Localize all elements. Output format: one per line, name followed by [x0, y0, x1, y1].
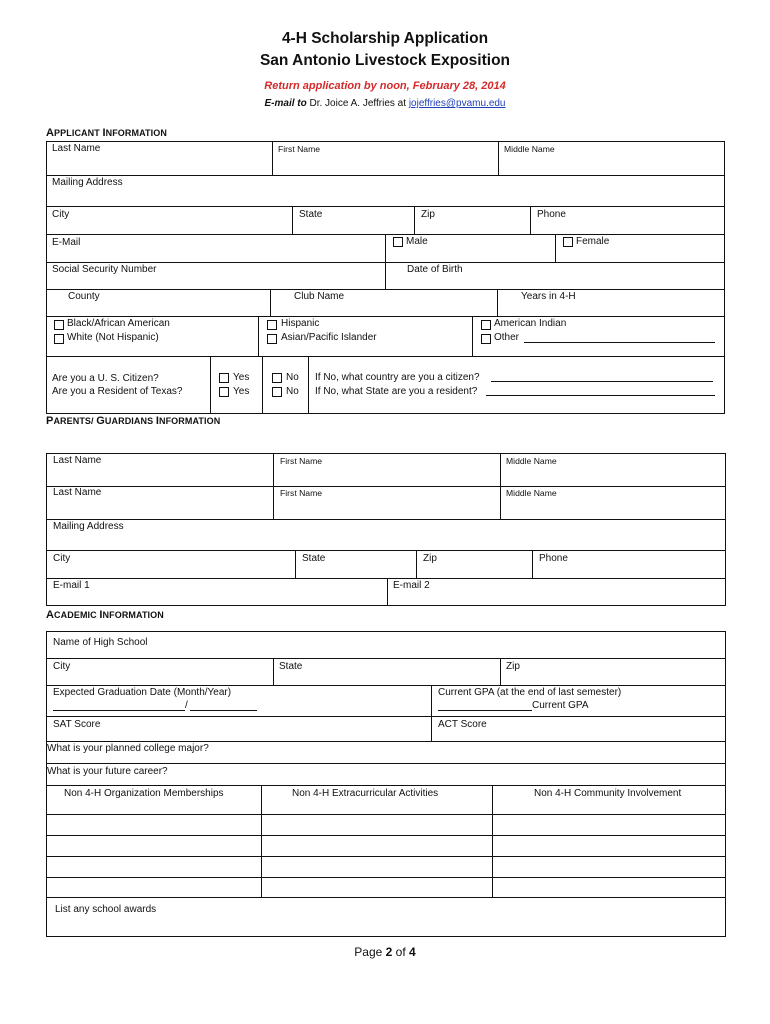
female-label: Female [576, 236, 610, 247]
divider [46, 175, 725, 176]
american-indian-label: American Indian [494, 318, 567, 329]
parent2-middle-name-label: Middle Name [506, 488, 557, 498]
divider [414, 206, 415, 234]
divider [46, 578, 726, 579]
grad-year-line[interactable] [190, 702, 257, 711]
applicant-mailing-label: Mailing Address [52, 177, 123, 188]
resident-question: Are you a Resident of Texas? [52, 386, 183, 397]
ssn-label: Social Security Number [52, 264, 157, 275]
gpa-label: Current GPA (at the end of last semester) [438, 687, 622, 698]
applicant-last-name-label: Last Name [52, 143, 101, 154]
parent1-middle-name-label: Middle Name [506, 456, 557, 466]
school-awards-label: List any school awards [55, 904, 157, 915]
parent2-first-name-label: First Name [280, 488, 323, 498]
male-label: Male [406, 236, 428, 247]
applicant-zip-label: Zip [421, 209, 435, 220]
high-school-label: Name of High School [53, 637, 148, 648]
applicant-phone-label: Phone [537, 209, 566, 220]
parent1-first-name-label: First Name [280, 456, 323, 466]
divider [272, 141, 273, 175]
divider [46, 550, 726, 551]
citizen-yes-checkbox[interactable] [219, 373, 229, 383]
divider [46, 814, 726, 815]
divider [292, 206, 293, 234]
form-subtitle: San Antonio Livestock Exposition [259, 52, 511, 69]
asian-checkbox[interactable] [267, 334, 277, 344]
divider [258, 316, 259, 356]
dob-label: Date of Birth [407, 264, 463, 275]
divider [210, 356, 211, 414]
divider [46, 763, 726, 764]
divider [555, 234, 556, 262]
email-link[interactable]: jojeffries@pvamu.edu [408, 98, 506, 109]
citizen-yes-label: Yes [233, 372, 250, 383]
divider [532, 550, 533, 578]
form-title: 4-H Scholarship Application [281, 30, 489, 47]
citizen-question: Are you a U. S. Citizen? [52, 373, 159, 384]
white-checkbox[interactable] [54, 334, 64, 344]
citizen-country-line[interactable] [491, 373, 713, 382]
divider [498, 141, 499, 175]
applicant-middle-name-label: Middle Name [504, 144, 555, 154]
act-label: ACT Score [438, 719, 487, 730]
years-4h-label: Years in 4-H [521, 291, 576, 302]
citizen-no-checkbox[interactable] [272, 373, 282, 383]
email-text: Dr. Joice A. Jeffries at [306, 98, 409, 109]
divider [46, 289, 725, 290]
extracurricular-header: Non 4-H Extracurricular Activities [292, 788, 439, 799]
divider [385, 234, 386, 262]
resident-no-checkbox[interactable] [272, 387, 282, 397]
female-checkbox[interactable] [563, 237, 573, 247]
gpa-line[interactable] [438, 702, 532, 711]
other-checkbox[interactable] [481, 334, 491, 344]
divider [431, 685, 432, 741]
academic-city-label: City [53, 661, 71, 672]
citizen-followup-label: If No, what country are you a citizen? [315, 372, 480, 383]
academic-zip-label: Zip [506, 661, 520, 672]
divider [387, 578, 388, 606]
male-checkbox[interactable] [393, 237, 403, 247]
divider [46, 206, 725, 207]
section-heading-parents: PARENTS/ GUARDIANS INFORMATION [46, 415, 221, 427]
divider [385, 262, 386, 289]
divider [46, 785, 726, 786]
applicant-email-label: E-Mail [52, 237, 81, 248]
parents-state-label: State [302, 553, 326, 564]
hispanic-label: Hispanic [281, 318, 320, 329]
divider [472, 316, 473, 356]
divider [262, 356, 263, 414]
applicant-first-name-label: First Name [278, 144, 321, 154]
career-question: What is your future career? [47, 766, 168, 777]
parent2-last-name-label: Last Name [53, 487, 102, 498]
divider [261, 785, 262, 897]
grad-slash: / [185, 700, 188, 711]
citizen-no-label: No [286, 372, 299, 383]
divider [500, 658, 501, 685]
parents-email2-label: E-mail 2 [393, 580, 430, 591]
divider [295, 550, 296, 578]
other-label: Other [494, 332, 520, 343]
divider [497, 289, 498, 316]
divider [46, 685, 726, 686]
parent1-last-name-label: Last Name [53, 455, 102, 466]
parents-phone-label: Phone [539, 553, 568, 564]
grad-month-line[interactable] [53, 702, 185, 711]
divider [308, 356, 309, 414]
black-label: Black/African American [67, 318, 170, 329]
resident-state-line[interactable] [486, 387, 715, 396]
club-name-label: Club Name [294, 291, 345, 302]
divider [46, 741, 726, 742]
parents-mailing-label: Mailing Address [53, 521, 124, 532]
email-instruction [0, 98, 770, 109]
parents-email1-label: E-mail 1 [53, 580, 90, 591]
other-blank-line[interactable] [524, 334, 715, 343]
resident-yes-checkbox[interactable] [219, 387, 229, 397]
american-indian-checkbox[interactable] [481, 320, 491, 330]
hispanic-checkbox[interactable] [267, 320, 277, 330]
gpa-suffix: Current GPA [532, 700, 589, 711]
county-label: County [68, 291, 100, 302]
divider [492, 785, 493, 897]
email-prefix: E-mail to [264, 98, 307, 109]
community-header: Non 4-H Community Involvement [534, 788, 682, 799]
divider [46, 486, 726, 487]
section-heading-academic: ACADEMIC INFORMATION [46, 609, 164, 621]
deadline-notice: Return application by noon, February 28, 2014 [264, 80, 506, 92]
applicant-state-label: State [299, 209, 323, 220]
grad-date-label: Expected Graduation Date (Month/Year) [53, 687, 232, 698]
academic-state-label: State [279, 661, 303, 672]
divider [46, 356, 725, 357]
white-label: White (Not Hispanic) [67, 332, 159, 343]
page-number: Page 2 of 4 [354, 945, 416, 959]
divider [46, 835, 726, 836]
divider [416, 550, 417, 578]
resident-no-label: No [286, 386, 299, 397]
divider [46, 856, 726, 857]
parents-zip-label: Zip [423, 553, 437, 564]
divider [46, 658, 726, 659]
parents-box [46, 453, 726, 606]
divider [46, 877, 726, 878]
asian-label: Asian/Pacific Islander [281, 332, 377, 343]
parents-city-label: City [53, 553, 71, 564]
sat-label: SAT Score [53, 719, 101, 730]
divider [273, 658, 274, 685]
black-checkbox[interactable] [54, 320, 64, 330]
divider [530, 206, 531, 234]
resident-followup-label: If No, what State are you a resident? [315, 386, 478, 397]
section-heading-applicant: APPLICANT INFORMATION [46, 127, 167, 139]
academic-box [46, 631, 726, 937]
divider [46, 519, 726, 520]
resident-yes-label: Yes [233, 386, 250, 397]
major-question: What is your planned college major? [47, 743, 209, 754]
divider [46, 316, 725, 317]
divider [46, 716, 726, 717]
applicant-city-label: City [52, 209, 70, 220]
divider [270, 289, 271, 316]
org-memberships-header: Non 4-H Organization Memberships [64, 788, 224, 799]
divider [46, 897, 726, 898]
